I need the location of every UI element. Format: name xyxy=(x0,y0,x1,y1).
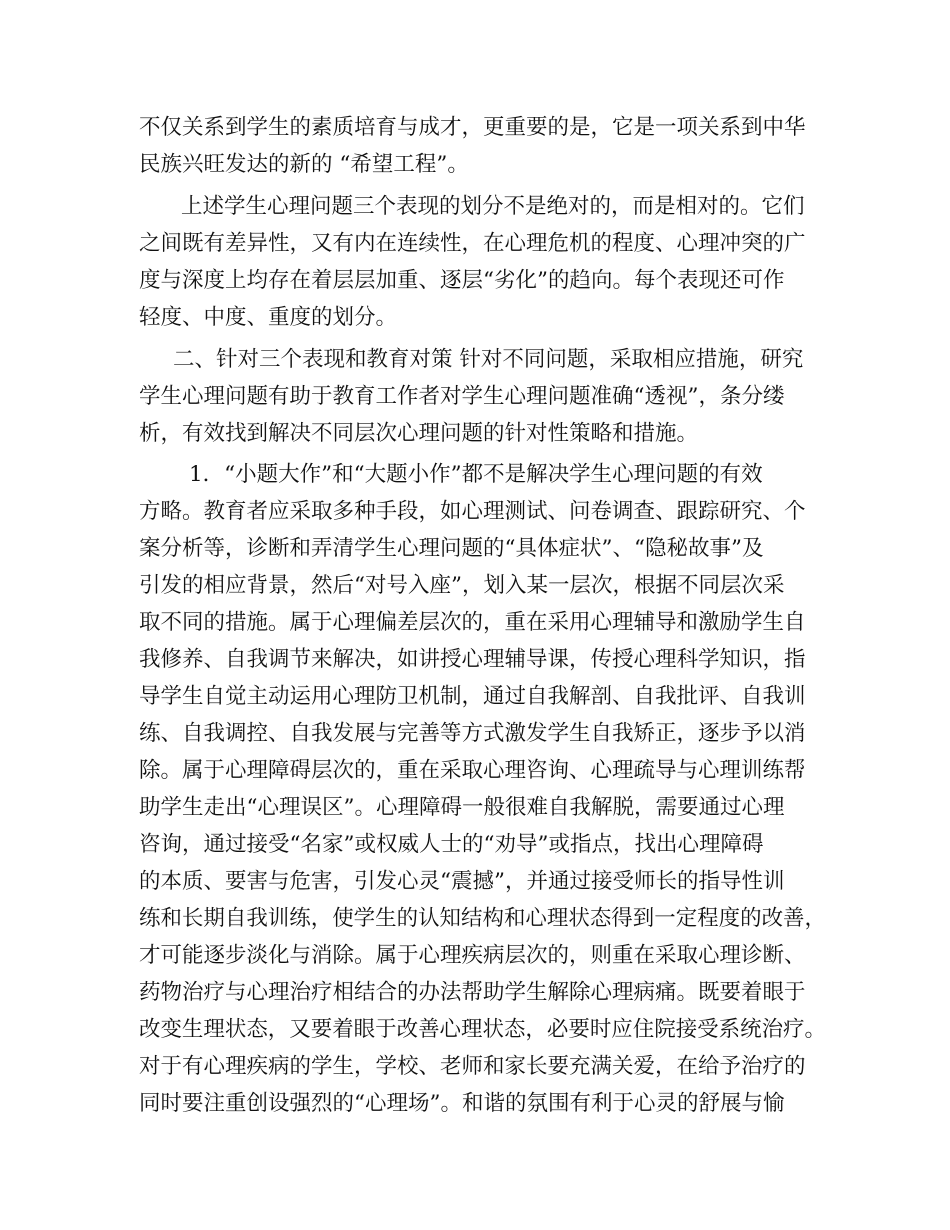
text-line: 的本质、要害与危害，引发心灵“震撼”，并通过接受师长的指导性训 xyxy=(139,869,785,894)
text-line: 除。属于心理障碍层次的，重在采取心理咨询、心理疏导与心理训练帮 xyxy=(139,758,806,783)
text-line: 改变生理状态，又要着眼于改善心理状态，必要时应住院接受系统治疗。 xyxy=(139,1017,826,1042)
text-line: 引发的相应背景，然后“对号入座”，划入某一层次，根据不同层次采 xyxy=(139,573,785,598)
text-line: 同时要注重创设强烈的“心理场”。和谐的氛围有利于心灵的舒展与愉 xyxy=(139,1091,785,1116)
text-line: 练、自我调控、自我发展与完善等方式激发学生自我矫正，逐步予以消 xyxy=(139,721,806,746)
text-line: 学生心理问题有助于教育工作者对学生心理问题准确“透视”，条分缕 xyxy=(139,384,785,409)
text-line: 我修养、自我调节来解决，如讲授心理辅导课，传授心理科学知识，指 xyxy=(139,647,806,672)
text-line: 才可能逐步淡化与消除。属于心理疾病层次的，则重在采取心理诊断、 xyxy=(139,943,806,968)
text-line: 之间既有差异性，又有内在连续性，在心理危机的程度、心理冲突的广 xyxy=(139,231,806,256)
text-line: 助学生走出“心理误区”。心理障碍一般很难自我解脱，需要通过心理 xyxy=(139,795,785,820)
text-line: 不仅关系到学生的素质培育与成才，更重要的是，它是一项关系到中华 xyxy=(139,115,806,140)
text-line: 药物治疗与心理治疗相结合的办法帮助学生解除心理病痛。既要着眼于 xyxy=(139,980,806,1005)
section-heading-line: 二、针对三个表现和教育对策 针对不同问题，采取相应措施，研究 xyxy=(173,347,804,372)
text-line: 民族兴旺发达的新的 “希望工程”。 xyxy=(139,152,469,177)
text-line: 取不同的措施。属于心理偏差层次的，重在采用心理辅导和激励学生自 xyxy=(139,610,806,635)
text-line: 轻度、中度、重度的划分。 xyxy=(139,305,398,330)
text-line: 案分析等，诊断和弄清学生心理问题的“具体症状”、“隐秘故事”及 xyxy=(139,536,764,561)
text-line: 析，有效找到解决不同层次心理问题的针对性策略和措施。 xyxy=(139,421,699,446)
text-line: 导学生自觉主动运用心理防卫机制，通过自我解剖、自我批评、自我训 xyxy=(139,684,806,709)
text-line: 练和长期自我训练，使学生的认知结构和心理状态得到一定程度的改善， xyxy=(139,906,826,931)
text-line: 度与深度上均存在着层层加重、逐层“劣化”的趋向。每个表现还可作 xyxy=(139,268,785,293)
text-line: 咨询，通过接受“名家”或权威人士的“劝导”或指点，找出心理障碍 xyxy=(139,832,764,857)
text-line: 方略。教育者应采取多种手段，如心理测试、问卷调查、跟踪研究、个 xyxy=(139,499,806,524)
numbered-item-line: 1．“小题大作”和“大题小作”都不是解决学生心理问题的有效 xyxy=(189,462,763,487)
paragraph-start-line: 上述学生心理问题三个表现的划分不是绝对的，而是相对的。它们 xyxy=(181,194,805,219)
text-line: 对于有心理疾病的学生，学校、老师和家长要充满关爱，在给予治疗的 xyxy=(139,1054,806,1079)
